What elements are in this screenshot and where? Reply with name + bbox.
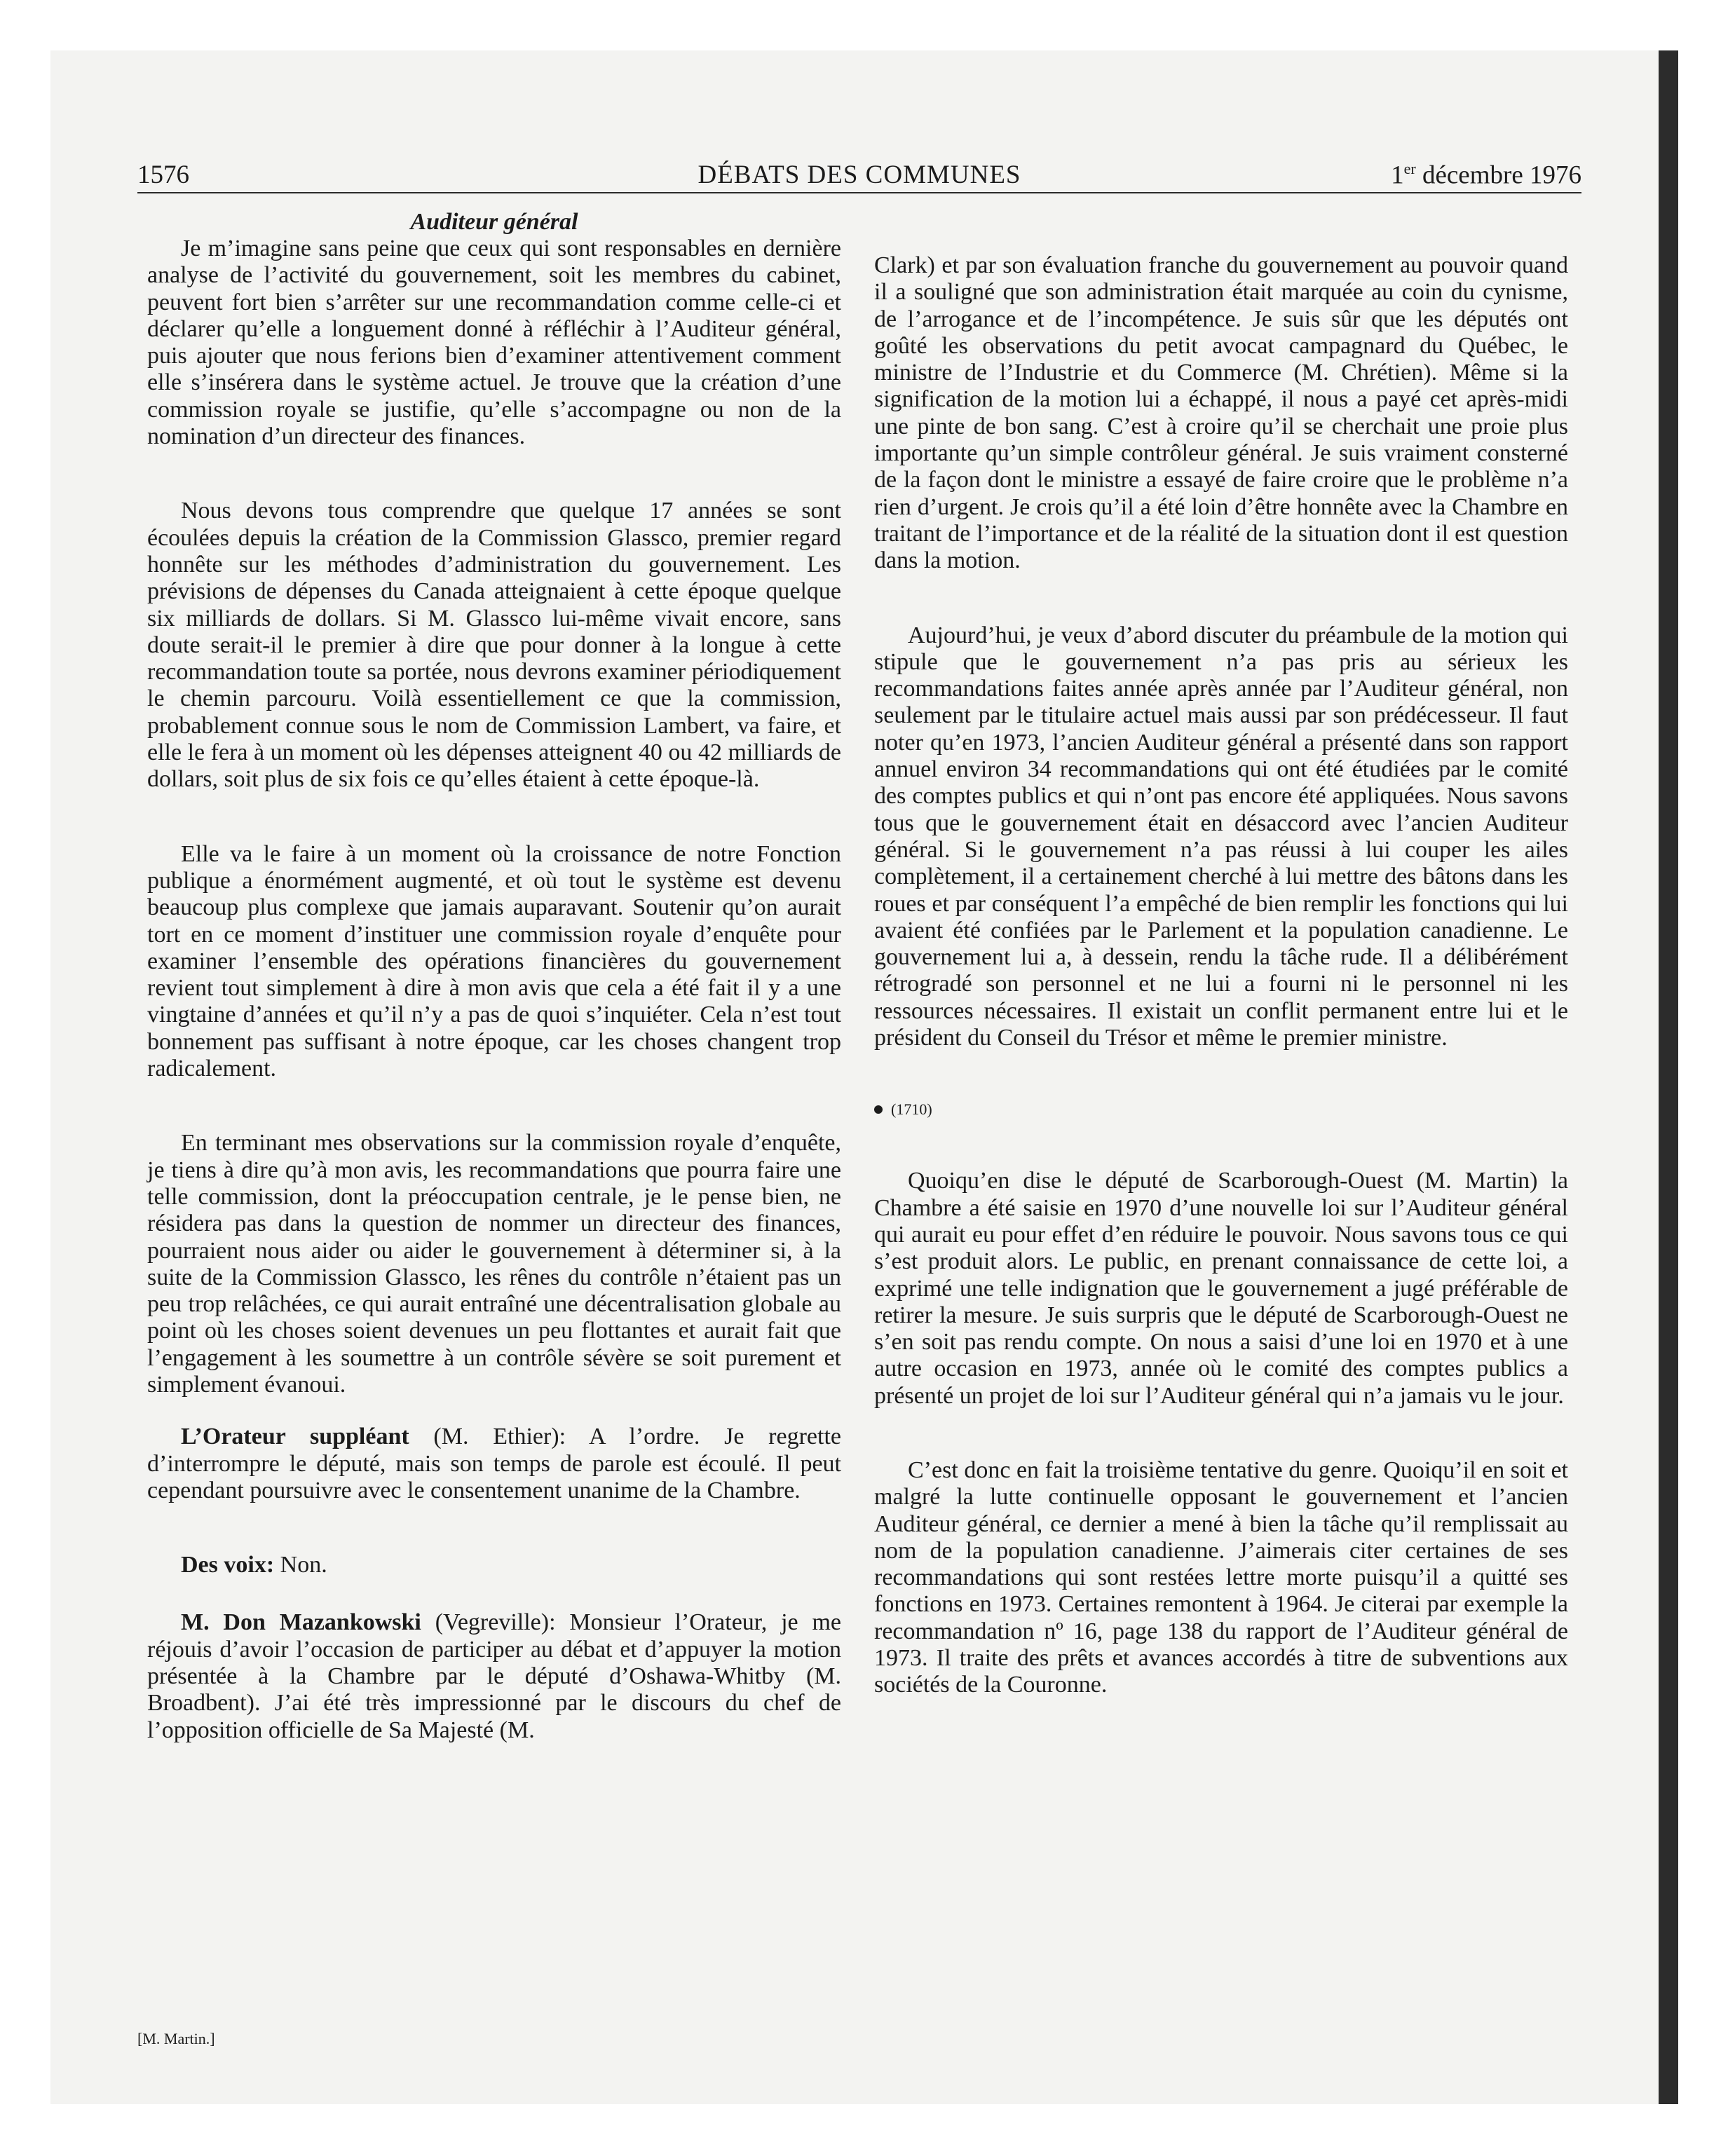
publication-title: DÉBATS DES COMMUNES: [698, 161, 1021, 189]
speech-text: (M. Ethier): A l’ordre. Je regrette d’interrompre le député, mais son temps de parole est écoulé. Il peut cependant poursuivre avec le consentement unanime de la Chambre.: [147, 1424, 841, 1503]
speaker-name: M. Don Mazankowski: [181, 1609, 421, 1636]
right-column: [874, 209, 1568, 1699]
timestamp: (1710): [891, 1100, 932, 1119]
timestamp-marker: [874, 1099, 1568, 1120]
paragraph: Je m’imagine sans peine que ceux qui sont responsables en dernière analyse de l’activité du gouvernement, soit les membres du cabinet, peuvent fort bien s’arrêter sur une recommandation comme celle-ci et déclarer qu’elle a longuement donné à réfléchir à l’Auditeur général, puis ajouter que nous ferions bien d’examiner attentivement comment elle s’insérera dans le système actuel. Je trouve que la création d’une commission royale se justifie, qu’elle s’accompagne ou non de la nomination d’un directeur des finances.: [147, 236, 841, 450]
scan-border: [1659, 50, 1678, 2104]
bullet-icon: [874, 1105, 883, 1114]
page-number: 1576: [137, 161, 189, 189]
page-date: [1391, 160, 1581, 190]
paragraph: Elle va le faire à un moment où la croissance de notre Fonction publique a énormément augmenté, et où tout le système est devenu beaucoup plus complexe que jamais auparavant. Soutenir qu’on aurait tort en ce moment d’instituer une commission royale d’enquête pour examiner l’ensemble des opérations financières du gouvernement revient tout simplement à dire à mon avis que cela a été fait il y a une vingtaine d’années et qu’il n’y a pas de quoi s’inquiéter. Cela n’est tout bonnement pas suffisant à notre époque, car les choses changent trop radicalement.: [147, 840, 841, 1082]
speech-text: Non.: [274, 1552, 327, 1578]
section-title: Auditeur général: [410, 209, 578, 235]
header-rule: [137, 192, 1581, 193]
speaker-paragraph: [147, 1609, 841, 1743]
speaker-paragraph: [147, 1424, 841, 1504]
date-day: 1: [1391, 161, 1404, 190]
paragraph: Clark) et par son évaluation franche du gouvernement au pouvoir quand il a souligné que son administration était marquée au coin du cynisme, de l’arrogance et de l’incompétence. Je suis sûr que les députés ont goûté les observations du petit avocat campagnard du Québec, le ministre de l’Industrie et du Commerce (M. Chrétien). Même si la signification de la motion lui a échappé, il nous a payé cet après-midi une pinte de bon sang. C’est à croire qu’il se cherchait une proie plus importante qu’un simple contrôleur général. Je suis vraiment consterné de la façon dont le ministre a essayé de faire croire que le problème n’a rien d’urgent. Je crois qu’il a été loin d’être honnête avec la Chambre en traitant de l’importance et de la réalité de la situation dont il est question dans la motion.: [874, 252, 1568, 574]
paragraph: Aujourd’hui, je veux d’abord discuter du préambule de la motion qui stipule que le gouvernement n’a pas pris au sérieux les recommandations faites année après année par l’Auditeur général, non seulement par le titulaire actuel mais aussi par son prédécesseur. Il faut noter qu’en 1973, l’ancien Auditeur général a présenté dans son rapport annuel environ 34 recommandations qui ont été étudiées par le comité des comptes publics et qui n’ont pas encore été appliquées. Nous savons tous que le gouvernement était en désaccord avec l’ancien Auditeur général. Si le gouvernement n’a pas réussi à lui couper les ailes complètement, il a certainement cherché à lui mettre des bâtons dans les roues et par conséquent l’a empêché de bien remplir les fonctions qui lui avaient été confiées par le Parlement et la population canadienne. Le gouvernement lui a, à dessein, rendu la tâche rude. Il a délibérément rétrogradé son personnel et ne lui a fourni ni le personnel ni les ressources nécessaires. Il existait un conflit permanent entre lui et le président du Conseil du Trésor et même le premier ministre.: [874, 622, 1568, 1051]
page-header: [137, 160, 1581, 193]
speaker-footer-note: [M. Martin.]: [137, 2030, 215, 2047]
speaker-paragraph: [147, 1552, 841, 1578]
date-ordinal-suffix: er: [1403, 160, 1416, 177]
paragraph: Quoiqu’en dise le député de Scarborough-Ouest (M. Martin) la Chambre a été saisie en 1970 d’une nouvelle loi sur l’Auditeur général qui aurait eu pour effet d’en réduire le pouvoir. Nous savons tous ce qui s’est produit alors. Le public, en prenant connaissance de cette loi, a exprimé une telle indignation que le gouvernement a jugé préférable de retirer la mesure. Je suis surpris que le député de Scarborough-Ouest ne s’en soit pas rendu compte. On nous a saisi d’une loi en 1970 et à une autre occasion en 1973, année où le comité des comptes publics a présenté un projet de loi sur l’Auditeur général qui n’a jamais vu le jour.: [874, 1168, 1568, 1409]
paragraph: Nous devons tous comprendre que quelque 17 années se sont écoulées depuis la création de la Commission Glassco, premier regard honnête sur les méthodes d’administration du gouvernement. Les prévisions de dépenses du Canada atteignaient à cette époque quelque six milliards de dollars. Si M. Glassco lui-même vivait encore, sans doute serait-il le premier à dire que pour donner à la longue à cette recommandation toute sa portée, nous devrons examiner périodiquement le chemin parcouru. Voilà essentiellement ce que la commission, probablement connue sous le nom de Commission Lambert, va faire, et elle le fera à un moment où les dépenses atteignent 40 ou 42 milliards de dollars, soit plus de six fois ce qu’elles étaient à cette époque-là.: [147, 498, 841, 793]
date-month-year: décembre 1976: [1415, 161, 1581, 190]
speech-text: (Vegreville): Monsieur l’Orateur, je me réjouis d’avoir l’occasion de participer au débat et d’appuyer la motion présentée à la Chambre par le député d’Oshawa-Whitby (M. Broadbent). J’ai été très impressionné par le discours du chef de l’opposition officielle de Sa Majesté (M.: [147, 1609, 841, 1743]
speaker-name: Des voix:: [181, 1552, 275, 1578]
paragraph: En terminant mes observations sur la commission royale d’enquête, je tiens à dire qu’à mon avis, les recommandations que pourra faire une telle commission, dont la préoccupation centrale, je le pense bien, ne résidera pas dans la question de nommer un directeur des finances, pourraient nous aider ou aider le gouvernement à déterminer si, à la suite de la Commission Glassco, les rênes du contrôle n’étaient pas un peu trop relâchées, ce qui aurait entraîné une décentralisation globale au point où les choses soient devenues un peu flottantes et aurait fait que l’engagement à les soumettre à un contrôle sévère se soit purement et simplement évanoui.: [147, 1130, 841, 1398]
left-column: [147, 209, 841, 1744]
speaker-name: L’Orateur suppléant: [181, 1424, 409, 1450]
paragraph: C’est donc en fait la troisième tentative du genre. Quoiqu’il en soit et malgré la lutte continuelle opposant le gouvernement et l’ancien Auditeur général, ce dernier a mené à bien la tâche qu’il remplissait au nom de la population canadienne. J’aimerais citer certaines de ses recommandations qui sont restées lettre morte puisqu’il a quitté ses fonctions en 1973. Certaines remontent à 1964. Je citerai par exemple la recommandation nº 16, page 138 du rapport de l’Auditeur général de 1973. Il traite des prêts et avances accordés à titre de subventions aux sociétés de la Couronne.: [874, 1456, 1568, 1698]
